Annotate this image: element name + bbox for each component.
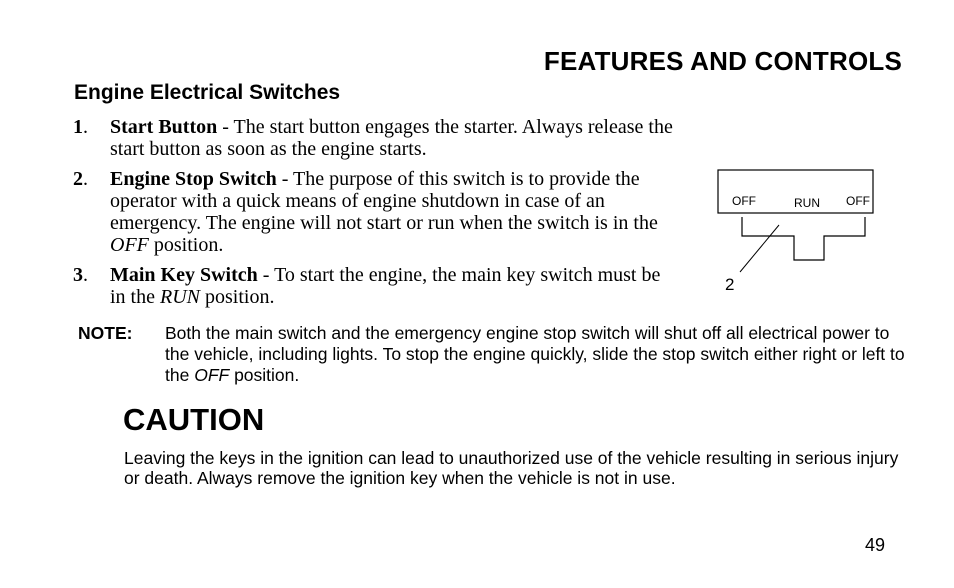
note-text: Both the main switch and the emergency engine stop switch will shut off all electrical power to the vehicle, including lights. To stop the engine quickly, slide the stop switch either right or left to the OFF position. bbox=[165, 323, 905, 385]
switch-slider-outline bbox=[742, 217, 865, 260]
list-item-engine-stop-switch bbox=[73, 168, 673, 256]
note-block bbox=[78, 323, 908, 386]
item-text-end: position. bbox=[148, 234, 224, 256]
stop-switch-diagram bbox=[710, 165, 880, 300]
caution-title: CAUTION bbox=[123, 402, 265, 437]
item-number: 3. bbox=[73, 264, 88, 286]
page-number: 49 bbox=[865, 535, 886, 555]
item-description bbox=[110, 168, 673, 256]
list-item-main-key-switch bbox=[73, 264, 673, 308]
item-emphasis: OFF bbox=[110, 234, 149, 256]
item-description bbox=[110, 264, 673, 308]
item-number: 1. bbox=[73, 116, 88, 138]
switch-list bbox=[73, 116, 673, 316]
caution-text: Leaving the keys in the ignition can lead to unauthorized use of the vehicle resulting in serious injury or death. Always remove the ignition key when the vehicle is not in use. bbox=[124, 448, 899, 488]
note-emphasis: OFF bbox=[194, 365, 230, 385]
item-text-end: position. bbox=[200, 286, 275, 308]
note-label: NOTE: bbox=[78, 323, 133, 343]
item-description bbox=[110, 116, 673, 160]
item-term: Engine Stop Switch bbox=[110, 168, 277, 190]
label-run: RUN bbox=[794, 196, 820, 210]
callout-number: 2 bbox=[725, 275, 735, 294]
item-text: - The purpose of this switch is to provide the operator with a quick means of engine shutdown in case of an emergency. The engine will not start or run when the switch is in the bbox=[110, 168, 658, 234]
item-number: 2. bbox=[73, 168, 88, 190]
item-term: Main Key Switch bbox=[110, 264, 258, 286]
label-off-left: OFF bbox=[732, 194, 756, 208]
list-item-start-button bbox=[73, 116, 673, 160]
item-text: - To start the engine, the main key switch must be in the bbox=[110, 264, 661, 308]
callout-leader-line bbox=[740, 225, 779, 272]
item-text: - The start button engages the starter. Always release the start button as soon as the engine starts. bbox=[110, 116, 673, 160]
item-term: Start Button bbox=[110, 116, 218, 138]
section-title: FEATURES AND CONTROLS bbox=[543, 46, 902, 76]
subsection-title: Engine Electrical Switches bbox=[74, 81, 341, 104]
label-off-right: OFF bbox=[846, 194, 870, 208]
item-emphasis: RUN bbox=[160, 286, 200, 308]
